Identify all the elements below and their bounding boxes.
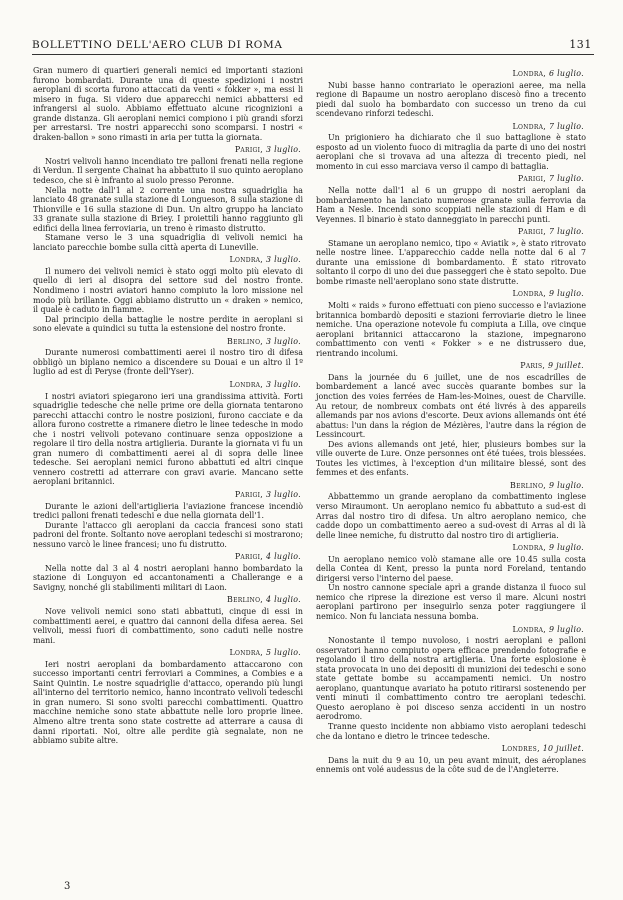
paragraph: Gran numero di quartieri generali nemici ed importanti stazioni furono bombardati. Durante una di queste spedizioni i nostri aeroplani di scorta furono attaccati da venti « fokker », ma essi li misero in fuga. Si videro due apparecchi nemici abbattersi ed infrangersi al suolo. Abbiamo effettuato alcune ricognizioni a grande distanza. Gli aeroplani nemici compiono i più grandi sforzi per arrestarsi. Tre nostri apparecchi sono scomparsi. I nostri « draken-ballon » sono rimasti in aria per tutta la giornata. bbox=[33, 66, 303, 142]
dateline-place: Londra, bbox=[229, 379, 264, 389]
dateline bbox=[316, 289, 586, 299]
dateline bbox=[33, 145, 303, 155]
dateline-place: Berlino, bbox=[509, 480, 547, 490]
left-column bbox=[33, 66, 303, 746]
right-column bbox=[316, 66, 586, 775]
paragraph: Durante l'attacco gli aeroplani da caccia francesi sono stati padroni del fronte. Soltanto nove aeroplani tedeschi si mostrarono; nessuno varcò le linee francesi; uno fu distrutto. bbox=[33, 520, 303, 549]
dateline-date: 7 luglio. bbox=[548, 121, 584, 131]
dateline bbox=[316, 227, 586, 237]
paragraph: Dans la nuit du 9 au 10, un peu avant minuit, des aéroplanes ennemis ont volé audessus de la côte sud de de l'Angleterre. bbox=[316, 755, 586, 775]
paragraph: Un prigioniero ha dichiarato che il suo battaglione è stato esposto ad un violento fuoco di mitraglia da parte di uno dei nostri aeroplani che si trovava ad una altezza di trecento piedi, nel momento in cui esso marciava verso il campo di battaglia. bbox=[316, 133, 586, 171]
dateline-date: 9 luglio. bbox=[548, 480, 584, 490]
dateline bbox=[33, 380, 303, 390]
dateline-date: 3 luglio. bbox=[265, 336, 301, 346]
dateline bbox=[33, 337, 303, 347]
dateline-date: 9 juillet. bbox=[548, 361, 584, 371]
dateline bbox=[33, 648, 303, 658]
paragraph: Ieri nostri aeroplani da bombardamento attaccarono con successo importanti centri ferroviari a Commines, a Combies e a Saint Quintin. Le nostre squadriglie d'attacco, operando più lungi all'interno del territorio nemico, hanno incontrato velivoli tedeschi in gran numero. Si sono svolti parecchi combattimenti. Quattro macchine nemiche sono state abbattute nelle loro proprie linee. Almeno altre trenta sono state costrette ad atterrare a causa di danni riportati. Noi, oltre alle perdite già segnalate, non ne abbiamo subite altre. bbox=[33, 659, 303, 746]
dateline-place: Parigi, bbox=[234, 145, 264, 155]
paragraph: Nella notte dal 3 al 4 nostri aeroplani hanno bombardato la stazione di Longuyon ed accantonamenti a Challerange e a Savigny, nonché gli stabilimenti militari di Laon. bbox=[33, 563, 303, 592]
paragraph: Un nostro cannone speciale aprì a grande distanza il fuoco sul nemico che riprese la direzione est verso il mare. Alcuni nostri aeroplani partirono per inseguirlo senza poter raggiungere il nemico. Non fu lanciata nessuna bomba. bbox=[316, 583, 586, 621]
paragraph: Nove velivoli nemici sono stati abbattuti, cinque di essi in combattimenti aerei, e quattro dai cannoni della difesa aerea. Sei velivoli, messi fuori di combattimento, sono caduti nelle nostre mani. bbox=[33, 606, 303, 645]
dateline-place: Londra, bbox=[512, 543, 547, 553]
paragraph: Des avions allemands ont jeté, hier, plusieurs bombes sur la ville ouverte de Lure. Onze personnes ont été tuées, trois blessées. Toutes les victimes, à l'exception d'un militaire blessé, sont des femmes et des enfants. bbox=[316, 439, 586, 478]
paragraph: I nostri aviatori spiegarono ieri una grandissima attività. Forti squadriglie tedesche che nelle prime ore della giornata tentarono parecchi attacchi contro le nostre posizioni, furono cacciate e da allora furono costrette a rimanere dietro le linee tedesche in modo che i nostri velivoli potevano continuare senza opposizione a regolare il tiro della nostra artiglieria. Durante la giornata vi fu un gran numero di combattimenti aerei al di sopra delle linee tedesche. Sei aeroplani nemici furono abbattuti ed altri cinque vennero costretti ad atterrare con gravi avarie. Mancano sette aeroplani britannici. bbox=[33, 391, 303, 487]
dateline bbox=[316, 69, 586, 79]
dateline-date: 5 luglio. bbox=[265, 648, 301, 658]
paragraph: Il numero dei velivoli nemici è stato oggi molto più elevato di quello di ieri al disopra del settore sud del nostro fronte. Nondimeno i nostri aviatori hanno compiuto la loro missione nel modo più brillante. Oggi abbiamo distrutto un « draken » nemico, il quale è caduto in fiamme. bbox=[33, 266, 303, 315]
dateline-date: 9 luglio. bbox=[548, 624, 584, 634]
dateline bbox=[316, 361, 586, 371]
paragraph: Nella notte dall'1 al 2 corrente una nostra squadriglia ha lanciato 48 granate sulla stazione di Longueson, 8 sulla stazione di Thionville e 16 sulla stazione di Dun. Un altro gruppo ha lanciato 33 granate sulla stazione di Briey. I proiettili hanno raggiunto gli edifici della linea ferroviaria, un treno è rimasto distrutto. bbox=[33, 185, 303, 233]
paragraph: Dans la journée du 6 juillet, une de nos escadrilles de bombardement a lancé avec succès quarante bombes sur la jonction des voies ferrées de Ham-les-Moines, ouest de Charville. Au retour, de nombreux combats ont été livrés à des appareils allemands par nos avions d'escorte. Deux avions allemands ont été abattus: l'un dans la région de Mézières, l'autre dans la région de Lessincourt. bbox=[316, 372, 586, 440]
dateline-date: 6 luglio. bbox=[548, 69, 584, 78]
paragraph: Molti « raids » furono effettuati con pieno successo e l'aviazione britannica bombardò depositi e stazioni ferroviarie dietro le linee nemiche. Una operazione notevole fu compiuta a Lilla, ove cinque aeroplani britannici attaccarono la stazione, impegnarono combattimento con venti « Fokker » e ne distrussero due, rientrando incolumi. bbox=[316, 301, 586, 358]
paragraph: Nubi basse hanno contrariato le operazioni aeree, ma nella regione di Bapaume un nostro aeroplano discesò fino a trecento piedi dal suolo ha bombardato con successo un treno da cui scendevano rinforzi tedeschi. bbox=[316, 80, 586, 119]
dateline-place: Berlino, bbox=[226, 595, 264, 605]
running-header bbox=[32, 38, 594, 55]
paragraph: Un aeroplano nemico volò stamane alle ore 10.45 sulla costa della Contea di Kent, presso la punta nord Foreland, tentando dirigersi verso l'interno del paese. bbox=[316, 554, 586, 583]
paragraph: Stamane verso le 3 una squadriglia di velivoli nemici ha lanciato parecchie bombe sulla città aperta di Luneville. bbox=[33, 233, 303, 252]
dateline-place: Parigi, bbox=[234, 552, 264, 562]
paragraph: Durante numerosi combattimenti aerei il nostro tiro di difesa obbligò un biplano nemico a discendere su Douai e un altro il 1º luglio ad est di Peryse (fronte dell'Yser). bbox=[33, 348, 303, 377]
dateline-date: 7 luglio. bbox=[548, 174, 584, 184]
paragraph: Stamane un aeroplano nemico, tipo « Aviatik », è stato ritrovato nelle nostre linee. L'apparecchio cadde nella notte dal 6 al 7 durante una emissione di bombardamento. È stato ritrovato soltanto il corpo di uno dei due passeggeri che è stato sepolto. Due bombe rimaste nell'aeroplano sono state distrutte. bbox=[316, 238, 586, 286]
dateline-place: Londra, bbox=[512, 69, 547, 78]
dateline-date: 10 juillet. bbox=[542, 744, 584, 754]
dateline-date: 9 luglio. bbox=[548, 289, 584, 299]
dateline-place: Parigi, bbox=[517, 227, 547, 237]
dateline-date: 4 luglio. bbox=[265, 595, 301, 605]
signature-mark: 3 bbox=[64, 881, 71, 892]
dateline-date: 3 luglio. bbox=[265, 489, 301, 499]
dateline bbox=[316, 481, 586, 491]
dateline-date: 7 luglio. bbox=[548, 227, 584, 237]
dateline-place: Londra, bbox=[229, 255, 264, 265]
dateline-place: Berlino, bbox=[226, 336, 264, 346]
dateline-place: Londra, bbox=[229, 648, 264, 658]
dateline-place: Parigi, bbox=[234, 489, 264, 499]
dateline bbox=[316, 543, 586, 553]
page-number: 131 bbox=[569, 38, 592, 51]
dateline-place: Londra, bbox=[512, 289, 547, 299]
dateline bbox=[316, 744, 586, 754]
dateline-date: 3 luglio. bbox=[265, 255, 301, 265]
dateline-place: Parigi, bbox=[517, 174, 547, 184]
dateline-date: 9 luglio. bbox=[548, 543, 584, 553]
dateline-place: Paris, bbox=[520, 361, 546, 371]
dateline bbox=[33, 490, 303, 500]
paragraph: Nella notte dall'1 al 6 un gruppo di nostri aeroplani da bombardamento ha lanciato numerose granate sulla ferrovia da Ham a Nesle. Incendi sono scoppiati nelle stazioni di Ham e di Veyennes. Il binario è stato danneggiato in parecchi punti. bbox=[316, 186, 586, 224]
paragraph: Abbattemmo un grande aeroplano da combattimento inglese verso Miraumont. Un aeroplano nemico fu abbattuto a sud-est di Arras dal nostro tiro di difesa. Un altro aeroplano nemico, che cadde dopo un combattimento aereo a sud-ovest di Arras al di là delle linee nemiche, fu distrutto dal nostro tiro di artiglieria. bbox=[316, 492, 586, 540]
dateline bbox=[33, 255, 303, 265]
dateline bbox=[33, 595, 303, 605]
dateline-place: Londres, bbox=[501, 744, 540, 754]
dateline-place: Londra, bbox=[512, 121, 547, 131]
dateline-date: 3 luglio. bbox=[265, 145, 301, 155]
paragraph: Durante le azioni dell'artiglieria l'aviazione francese incendiò tredici palloni frenati tedeschi e due nella giornata dell'1. bbox=[33, 501, 303, 521]
paragraph: Nostri velivoli hanno incendiato tre palloni frenati nella regione di Verdun. Il sergente Chainat ha abbattuto il suo quinto aeroplano tedesco, che si è infranto al suolo presso Peronne. bbox=[33, 156, 303, 186]
publication-title: BOLLETTINO DELL'AERO CLUB DI ROMA bbox=[32, 39, 283, 51]
dateline-place: Londra, bbox=[512, 624, 547, 634]
dateline bbox=[316, 174, 586, 184]
dateline-date: 4 luglio. bbox=[265, 552, 301, 562]
paragraph: Tranne questo incidente non abbiamo visto aeroplani tedeschi che da lontano e dietro le trincee tedesche. bbox=[316, 722, 586, 741]
dateline-date: 3 luglio. bbox=[265, 379, 301, 389]
dateline bbox=[33, 552, 303, 562]
dateline bbox=[316, 122, 586, 132]
paragraph: Nonostante il tempo nuvoloso, i nostri aeroplani e palloni osservatori hanno compiuto opera efficace prendendo fotografie e regolando il tiro della nostra artiglieria. Una forte esplosione è stata provocata in uno dei depositi di munizioni dei tedeschi e sono state gettate bombe su accampamenti nemici. Un nostro aeroplano, quantunque avariato ha potuto ritirarsi sostenendo per venti minuti il combattimento contro tre aeroplani tedeschi. Questo aeroplano è poi disceso senza accidenti in un nostro aerodromo. bbox=[316, 636, 586, 722]
dateline bbox=[316, 625, 586, 635]
paragraph: Dal principio della battaglie le nostre perdite in aeroplani si sono elevate a quindici su tutta la estensione del nostro fronte. bbox=[33, 314, 303, 334]
